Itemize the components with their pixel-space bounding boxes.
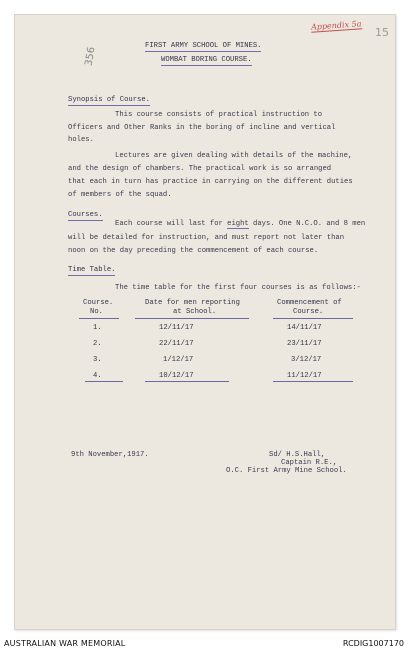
row-4-no: 4. bbox=[93, 372, 102, 380]
courses-line-2: will be detailed for instruction, and must report not later than bbox=[68, 234, 345, 242]
synopsis-line-5: and the design of chambers. The practical work is so arranged bbox=[68, 165, 332, 173]
signature-line-1: Sd/ H.S.Hall, bbox=[269, 451, 326, 459]
synopsis-line-7: of members of the squad. bbox=[68, 191, 172, 199]
col-course-header-1: Course. bbox=[83, 299, 114, 307]
courses-line-3: noon on the day preceding the commencement of each course. bbox=[68, 247, 319, 255]
row-4-underline-no bbox=[85, 381, 123, 382]
col-comm-header-1: Commencement of bbox=[277, 299, 342, 307]
col-course-underline bbox=[79, 318, 119, 319]
timetable-intro: The time table for the first four courses is as follows:- bbox=[115, 284, 361, 292]
footer-institution: AUSTRALIAN WAR MEMORIAL bbox=[4, 639, 126, 648]
row-1-date: 12/11/17 bbox=[159, 324, 194, 332]
appendix-annotation: Appendix 5a bbox=[310, 19, 362, 32]
synopsis-line-4: Lectures are given dealing with details of the machine, bbox=[115, 152, 353, 160]
synopsis-line-2: Officers and Other Ranks in the boring of incline and vertical bbox=[68, 124, 336, 132]
synopsis-line-3: holes. bbox=[68, 136, 94, 144]
signature-line-2: Captain R.E., bbox=[281, 459, 338, 467]
row-4-underline-comm bbox=[273, 381, 353, 382]
courses-line-1 bbox=[115, 220, 365, 229]
row-4-date: 10/12/17 bbox=[159, 372, 194, 380]
row-3-comm: 3/12/17 bbox=[291, 356, 322, 364]
row-2-comm: 23/11/17 bbox=[287, 340, 322, 348]
row-3-no: 3. bbox=[93, 356, 102, 364]
courses-heading: Courses. bbox=[68, 211, 103, 219]
col-course-header-2: No. bbox=[90, 308, 103, 316]
col-date-underline bbox=[135, 318, 249, 319]
pencil-number: 356 bbox=[83, 46, 98, 67]
row-4-underline-date bbox=[145, 381, 229, 382]
row-2-no: 2. bbox=[93, 340, 102, 348]
synopsis-line-1: This course consists of practical instruction to bbox=[115, 111, 323, 119]
synopsis-line-6: that each in turn has practice in carrying on the different duties bbox=[68, 178, 353, 186]
course-title: WOMBAT BORING COURSE. bbox=[161, 56, 252, 64]
row-1-comm: 14/11/17 bbox=[287, 324, 322, 332]
col-date-header-1: Date for men reporting bbox=[145, 299, 240, 307]
col-comm-underline bbox=[273, 318, 353, 319]
timetable-heading: Time Table. bbox=[68, 266, 116, 274]
footer-bar bbox=[0, 632, 410, 654]
school-title: FIRST ARMY SCHOOL OF MINES. bbox=[145, 42, 262, 50]
document-date: 9th November,1917. bbox=[71, 451, 149, 459]
row-4-comm: 11/12/17 bbox=[287, 372, 322, 380]
col-date-header-2: at School. bbox=[173, 308, 217, 316]
folio-number: 15 bbox=[375, 26, 389, 39]
signature-line-3: O.C. First Army Mine School. bbox=[226, 467, 347, 475]
row-2-date: 22/11/17 bbox=[159, 340, 194, 348]
footer-record-id: RCDIG1007170 bbox=[342, 639, 404, 648]
synopsis-heading: Synopsis of Course. bbox=[68, 96, 150, 104]
document-page bbox=[14, 14, 396, 630]
courses-line-1-prefix: Each course will last for bbox=[115, 220, 228, 228]
row-3-date: 1/12/17 bbox=[163, 356, 194, 364]
courses-eight: eight bbox=[227, 220, 249, 228]
courses-line-1-suffix: days. One N.C.O. and 8 men bbox=[248, 220, 366, 228]
row-1-no: 1. bbox=[93, 324, 102, 332]
col-comm-header-2: Course. bbox=[293, 308, 324, 316]
